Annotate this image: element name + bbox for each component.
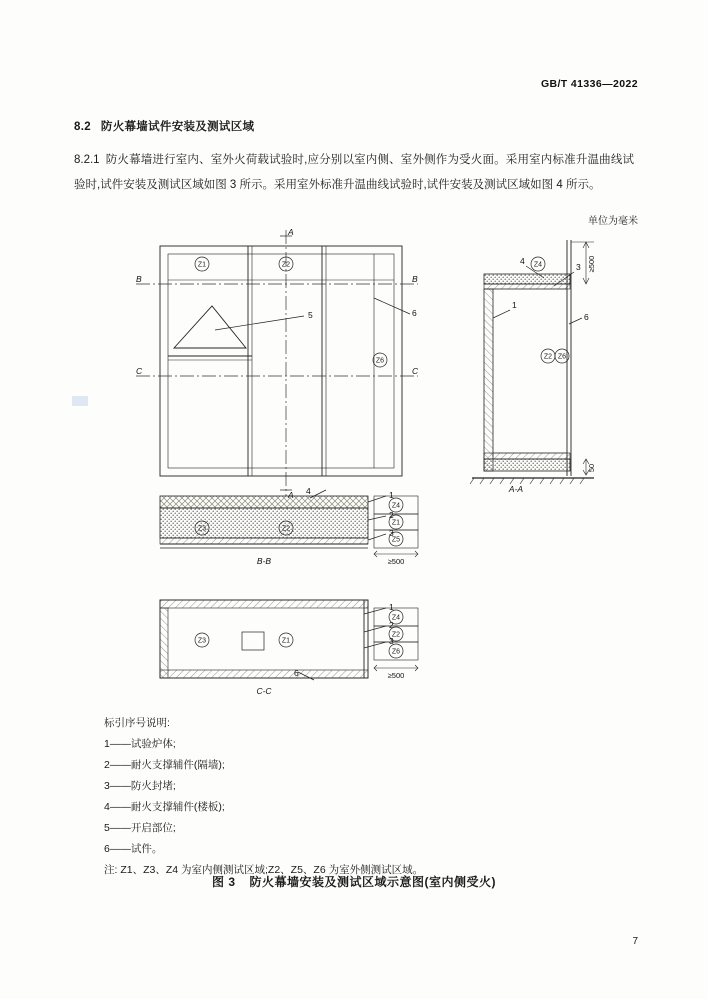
dimension-label: ≥500 — [387, 557, 405, 566]
legend-title: 标引序号说明: — [104, 717, 170, 729]
callout-number: 2 — [389, 510, 394, 520]
dimension-label: ≥500 — [587, 255, 596, 273]
paragraph-text: 防火幕墙进行室内、室外火荷载试验时,应分别以室内侧、室外侧作为受火面。采用室内标准升温曲线试验时,试件安装及测试区域如图 3 所示。采用室外标准升温曲线试验时,试件安装及测试区域如图 4 所示。 — [74, 154, 634, 191]
zone-label: Z6 — [391, 648, 401, 656]
zone-label: Z3 — [197, 637, 207, 645]
legend-note: 注: Z1、Z3、Z4 为室内侧测试区域;Z2、Z5、Z6 为室外侧测试区域。 — [104, 864, 424, 876]
paragraph-number: 8.2.1 — [74, 154, 100, 166]
zone-label: Z3 — [197, 525, 207, 533]
zone-label: Z2 — [391, 631, 401, 639]
callout-number: 1 — [512, 300, 517, 310]
zone-label: Z2 — [281, 261, 291, 269]
callout-number: 5 — [308, 310, 313, 320]
callout-number: 2 — [389, 620, 394, 630]
zone-label: Z4 — [533, 261, 543, 269]
section-mark-a: A — [288, 490, 294, 500]
section-title-cc: C-C — [256, 686, 272, 696]
section-title-aa: A-A — [508, 484, 524, 494]
zone-label: Z6 — [557, 353, 567, 361]
figure-3-svg — [74, 228, 634, 720]
zone-label: Z4 — [391, 614, 401, 622]
callout-number: 3 — [576, 262, 581, 272]
legend-block — [104, 713, 423, 881]
zone-label: Z1 — [281, 637, 291, 645]
callout-number: 4 — [520, 256, 525, 266]
legend-item: 6——试件。 — [104, 843, 163, 855]
callout-number: 3 — [389, 636, 394, 646]
section-heading — [74, 118, 254, 134]
callout-number: 6 — [584, 312, 589, 322]
legend-item: 1——试验炉体; — [104, 738, 176, 750]
dimension-label: 50 — [587, 463, 596, 473]
paragraph-8-2-1 — [74, 148, 634, 198]
zone-label: Z2 — [281, 525, 291, 533]
legend-item: 3——防火封堵; — [104, 780, 176, 792]
figure-label: 图 3 — [211, 875, 236, 889]
callout-number: 6 — [412, 308, 417, 318]
zone-label: Z1 — [197, 261, 207, 269]
zone-label: Z2 — [543, 353, 553, 361]
section-mark-b: B — [136, 274, 142, 284]
section-title: 防火幕墙试件安装及测试区域 — [100, 121, 255, 133]
callout-number: 1 — [389, 490, 394, 500]
zone-label: Z5 — [391, 536, 401, 544]
legend-item: 5——开启部位; — [104, 822, 176, 834]
figure-caption-text: 防火幕墙安装及测试区域示意图(室内侧受火) — [249, 875, 496, 889]
section-mark-a: A — [288, 228, 294, 237]
standard-code-header: GB/T 41336—2022 — [540, 78, 638, 90]
figure-3-drawing — [74, 228, 634, 720]
page-number: 7 — [632, 936, 638, 947]
figure-caption — [0, 873, 708, 890]
unit-note: 单位为毫米 — [588, 216, 638, 227]
section-mark-b: B — [412, 274, 418, 284]
dimension-label: ≥500 — [387, 671, 405, 680]
legend-item: 2——耐火支撑辅件(隔墙); — [104, 759, 225, 771]
legend-item: 4——耐火支撑辅件(楼板); — [104, 801, 225, 813]
section-mark-c: C — [412, 366, 419, 376]
section-mark-c: C — [136, 366, 143, 376]
section-title-bb: B-B — [256, 556, 272, 566]
callout-number: 3 — [389, 528, 394, 538]
callout-number: 6 — [294, 668, 299, 678]
zone-label: Z1 — [391, 519, 401, 527]
callout-number: 4 — [306, 486, 311, 496]
section-number: 8.2 — [74, 121, 91, 133]
zone-label: Z4 — [391, 502, 401, 510]
callout-number: 1 — [389, 602, 394, 612]
zone-label: Z6 — [375, 357, 385, 365]
